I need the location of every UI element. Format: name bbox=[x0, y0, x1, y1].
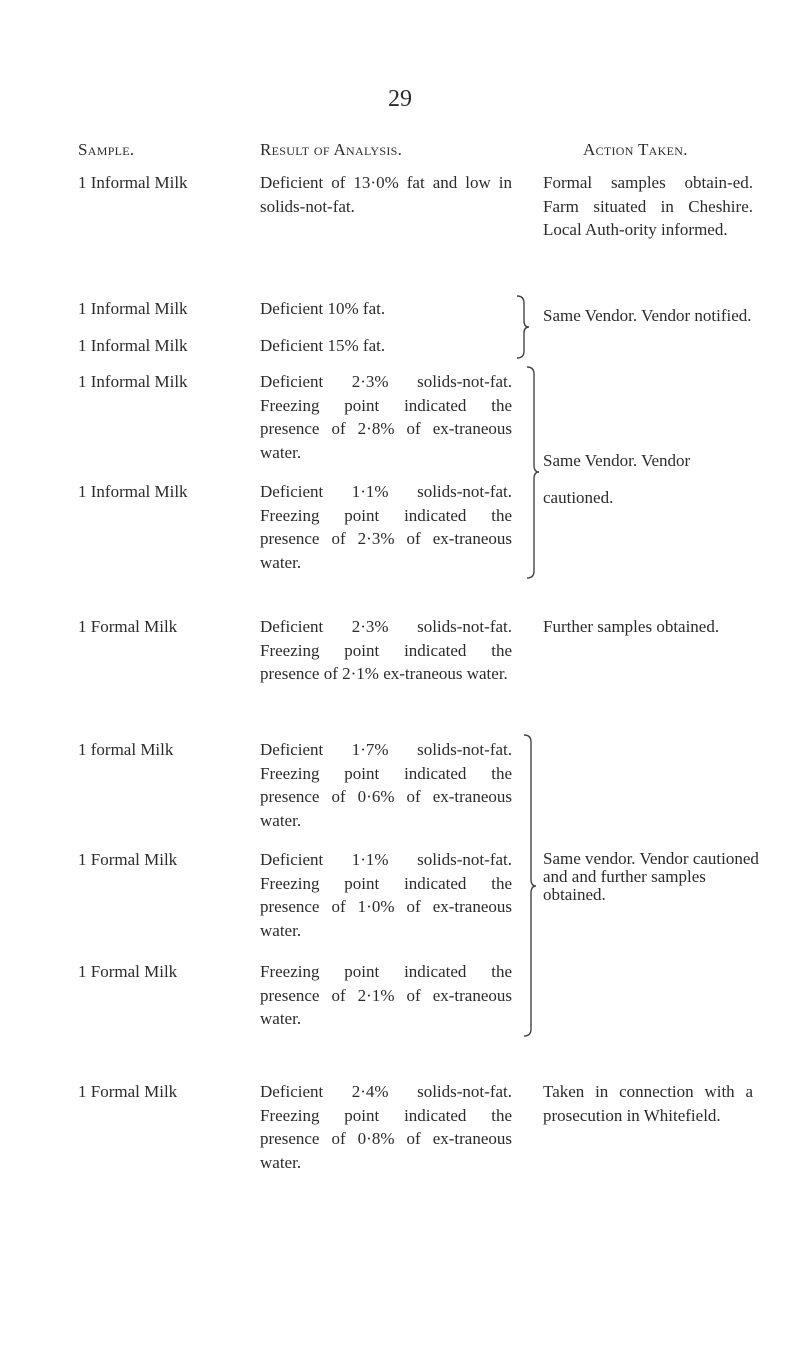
sample-cell: 1 Informal Milk bbox=[78, 173, 188, 192]
result-cell: Deficient 15% fat. bbox=[260, 336, 386, 355]
sample-cell: 1 Informal Milk bbox=[78, 336, 188, 355]
header-result: Result of Analysis. bbox=[260, 140, 403, 159]
sample-cell: 1 Formal Milk bbox=[78, 1082, 178, 1101]
result-cell: Deficient 10% fat. bbox=[260, 299, 386, 318]
grouped-action: Same vendor. Vendor cautioned and and further samples obtained. bbox=[543, 849, 759, 904]
action-cell: Formal samples obtain-ed. Farm situated in Cheshire. Local Auth-ority informed. bbox=[543, 173, 753, 240]
result-cell: Deficient 2·4% solids-not-fat. Freezing point indicated the presence of 0·8% of ex-traneous water. bbox=[260, 1082, 512, 1173]
group-brace bbox=[515, 294, 531, 360]
result-cell: Freezing point indicated the presence of 2·1% of ex-traneous water. bbox=[260, 962, 512, 1029]
group-brace bbox=[525, 365, 541, 581]
result-cell: Deficient 1·1% solids-not-fat. Freezing point indicated the presence of 2·3% of ex-traneous water. bbox=[260, 482, 512, 573]
result-cell: Deficient 2·3% solids-not-fat. Freezing point indicated the presence of 2·8% of ex-traneous water. bbox=[260, 372, 512, 463]
sample-cell: 1 Formal Milk bbox=[78, 617, 178, 636]
sample-cell: 1 Informal Milk bbox=[78, 482, 188, 501]
result-cell: Deficient of 13·0% fat and low in solids-not-fat. bbox=[260, 173, 512, 216]
sample-cell: 1 Formal Milk bbox=[78, 962, 178, 981]
action-cell: Further samples obtained. bbox=[543, 617, 720, 636]
grouped-action: Same Vendor. Vendor notified. bbox=[543, 306, 752, 325]
result-cell: Deficient 2·3% solids-not-fat. Freezing point indicated the presence of 2·1% ex-traneous water. bbox=[260, 617, 512, 684]
group-brace bbox=[522, 733, 538, 1039]
sample-cell: 1 formal Milk bbox=[78, 740, 174, 759]
page-number: 29 bbox=[388, 86, 412, 112]
action-cell: Taken in connection with a prosecution in Whitefield. bbox=[543, 1082, 753, 1125]
grouped-action: Same Vendor. Vendor cautioned. bbox=[543, 451, 691, 507]
header-action: Action Taken. bbox=[583, 140, 688, 159]
header-sample: Sample. bbox=[78, 140, 135, 159]
result-cell: Deficient 1·1% solids-not-fat. Freezing point indicated the presence of 1·0% of ex-traneous water. bbox=[260, 850, 512, 941]
sample-cell: 1 Informal Milk bbox=[78, 299, 188, 318]
result-cell: Deficient 1·7% solids-not-fat. Freezing point indicated the presence of 0·6% of ex-traneous water. bbox=[260, 740, 512, 831]
sample-cell: 1 Informal Milk bbox=[78, 372, 188, 391]
sample-cell: 1 Formal Milk bbox=[78, 850, 178, 869]
